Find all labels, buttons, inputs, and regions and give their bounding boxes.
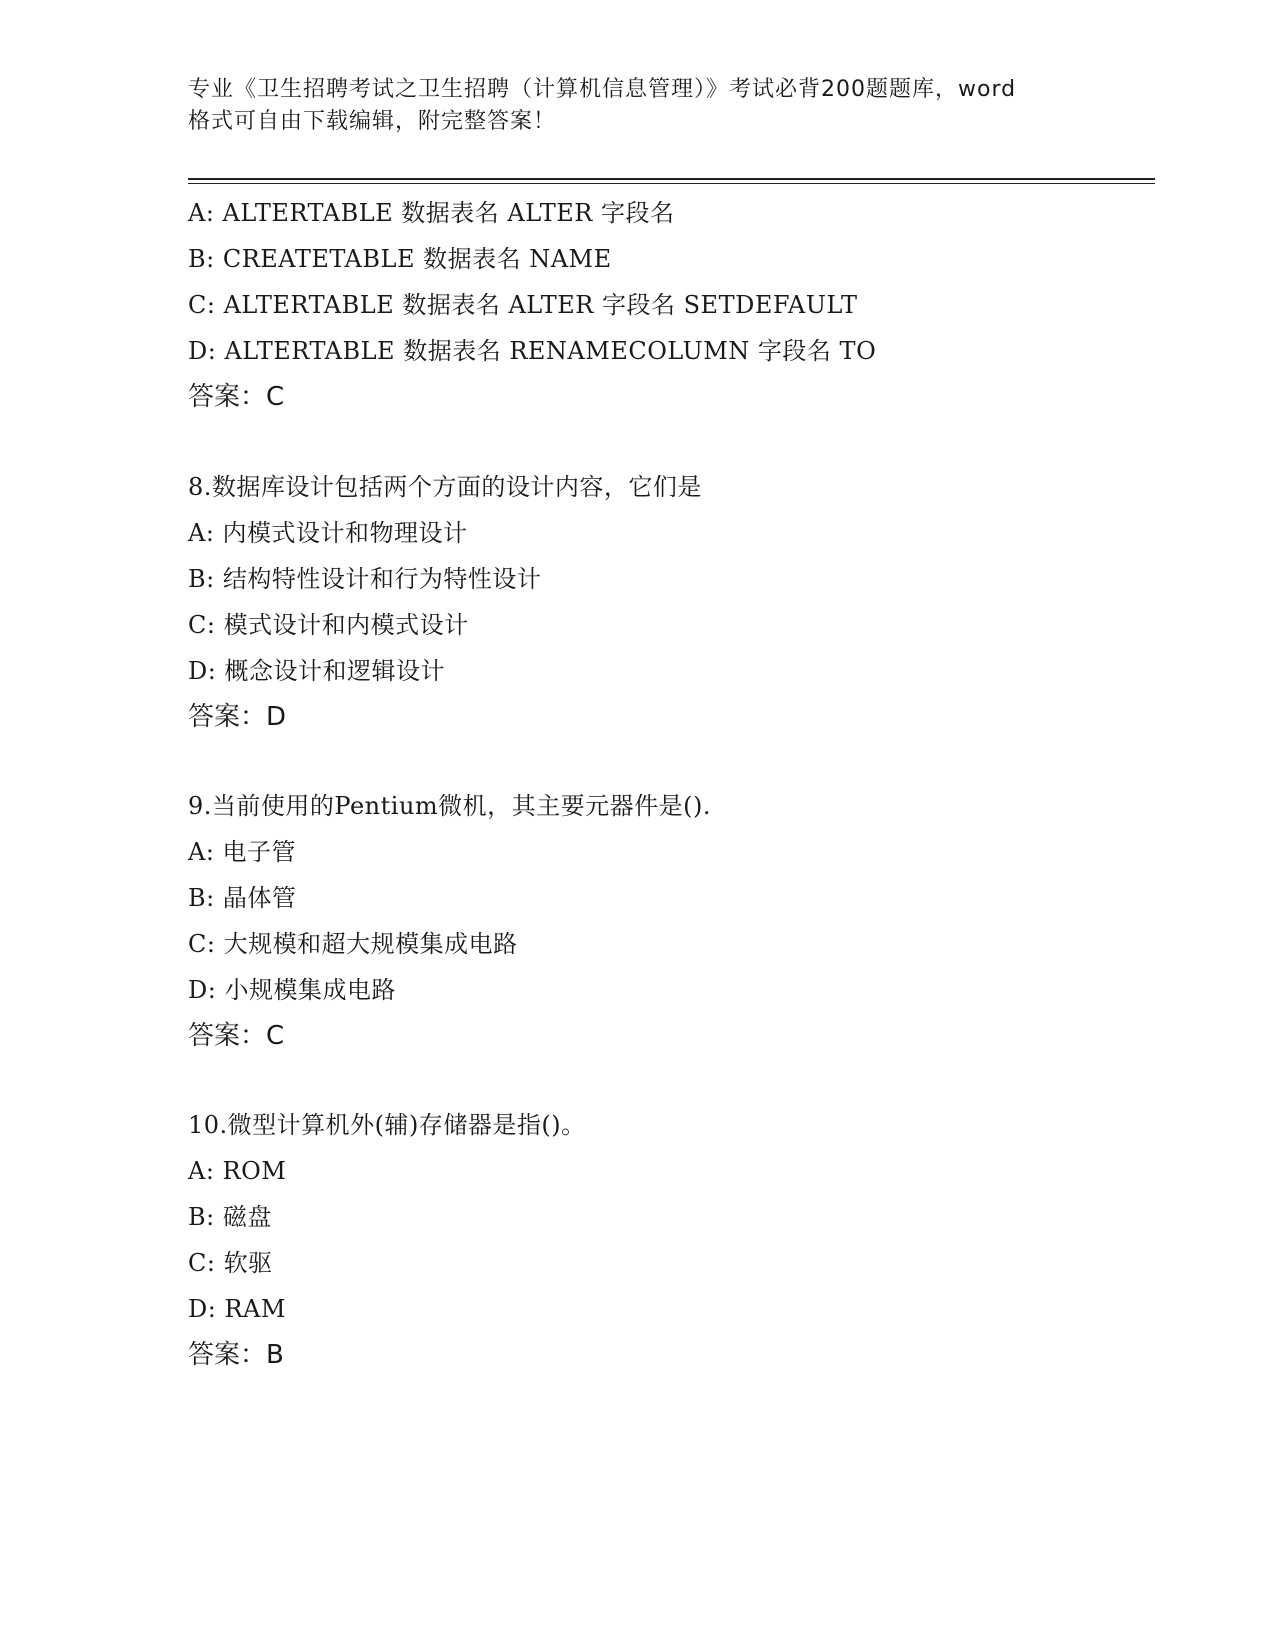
document-header — [188, 74, 1118, 138]
q7-option-c: C: ALTERTABLE 数据表名 ALTER 字段名 SETDEFAULT — [188, 291, 858, 319]
spacer — [188, 740, 1128, 783]
q8-option-a: A: 内模式设计和物理设计 — [188, 519, 468, 547]
q10-option-a: A: ROM — [188, 1157, 287, 1185]
q9-option-c: C: 大规模和超大规模集成电路 — [188, 930, 518, 958]
spacer — [188, 420, 1128, 464]
q9-option-a: A: 电子管 — [188, 838, 297, 866]
q10-question: 10.微型计算机外(辅)存储器是指()。 — [188, 1111, 586, 1139]
q9-question: 9.当前使用的Pentium微机，其主要元器件是(). — [188, 792, 712, 820]
header-divider-thin — [188, 183, 1155, 184]
header-divider-thick — [188, 178, 1155, 180]
question-8 — [188, 464, 1128, 740]
q10-answer: 答案：B — [188, 1340, 284, 1370]
q7-answer: 答案：C — [188, 382, 285, 412]
q8-answer: 答案：D — [188, 702, 287, 732]
q8-option-d: D: 概念设计和逻辑设计 — [188, 657, 445, 685]
question-10 — [188, 1102, 1128, 1378]
spacer — [188, 1059, 1128, 1102]
q9-answer: 答案：C — [188, 1021, 285, 1051]
q10-option-b: B: 磁盘 — [188, 1203, 272, 1231]
q8-question: 8.数据库设计包括两个方面的设计内容，它们是 — [188, 473, 702, 501]
question-list — [188, 190, 1128, 1378]
header-line-2: 格式可自由下载编辑，附完整答案！ — [188, 109, 557, 134]
q9-option-d: D: 小规模集成电路 — [188, 976, 396, 1004]
header-line-1: 专业《卫生招聘考试之卫生招聘（计算机信息管理）》考试必背200题题库，word — [188, 77, 1017, 102]
q7-option-b: B: CREATETABLE 数据表名 NAME — [188, 245, 612, 273]
q7-option-a: A: ALTERTABLE 数据表名 ALTER 字段名 — [188, 199, 675, 227]
q8-option-c: C: 模式设计和内模式设计 — [188, 611, 469, 639]
q9-option-b: B: 晶体管 — [188, 884, 297, 912]
q10-option-c: C: 软驱 — [188, 1249, 273, 1277]
question-9 — [188, 783, 1128, 1059]
question-7 — [188, 190, 1128, 420]
q7-option-d: D: ALTERTABLE 数据表名 RENAMECOLUMN 字段名 TO — [188, 337, 877, 365]
q10-option-d: D: RAM — [188, 1295, 286, 1323]
q8-option-b: B: 结构特性设计和行为特性设计 — [188, 565, 542, 593]
